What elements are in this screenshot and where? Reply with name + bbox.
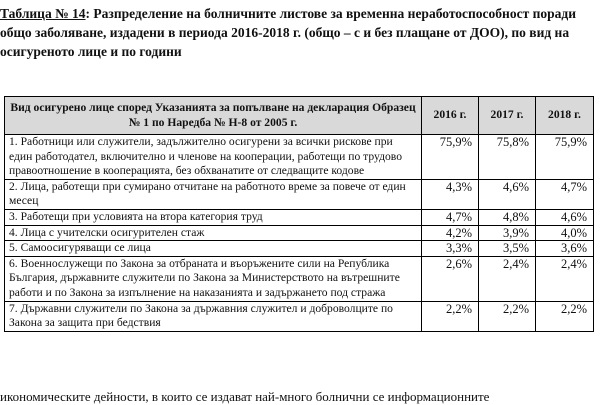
header-category: Вид осигурено лице според Указанията за попълване на декларация Образец № 1 по Наредба № Н-8 от 2005 г. <box>5 97 422 135</box>
cell-2017: 3,5% <box>479 241 536 257</box>
table-header-row <box>5 97 594 135</box>
caption-text-1: : Разпределение на болничните листове за временна неработоспособност поради <box>85 6 576 21</box>
cell-2017: 2,2% <box>479 301 536 331</box>
cell-2016: 75,9% <box>422 135 479 180</box>
cell-2017: 2,4% <box>479 256 536 301</box>
table-row <box>5 241 594 257</box>
header-year-2018: 2018 г. <box>536 97 594 135</box>
caption-table-label: Таблица № 14 <box>0 6 86 21</box>
header-year-2016: 2016 г. <box>422 97 479 135</box>
cell-2018: 4,7% <box>536 179 594 209</box>
header-year-2017: 2017 г. <box>479 97 536 135</box>
row-label: 6. Военнослужещи по Закона за отбраната и въоръжените сили на Република България, държавните служители по Закона за Министерството на вътрешните работи и по Закона за изпълнение на наказанията и задържането под стража <box>5 256 422 301</box>
cell-2018: 4,0% <box>536 225 594 241</box>
cell-2017: 4,8% <box>479 209 536 225</box>
cell-2018: 3,6% <box>536 241 594 257</box>
cell-2018: 2,2% <box>536 301 594 331</box>
cell-2018: 4,6% <box>536 209 594 225</box>
table-row <box>5 301 594 331</box>
row-label: 2. Лица, работещи при сумирано отчитане на работното време за повече от един месец <box>5 179 422 209</box>
caption-line-3: осигуреното лице и по години <box>0 44 182 59</box>
row-label: 3. Работещи при условията на втора категория труд <box>5 209 422 225</box>
table-row <box>5 179 594 209</box>
cell-2016: 2,6% <box>422 256 479 301</box>
row-label: 5. Самоосигуряващи се лица <box>5 241 422 257</box>
cell-2018: 2,4% <box>536 256 594 301</box>
cell-2016: 4,7% <box>422 209 479 225</box>
row-label: 4. Лица с учителски осигурителен стаж <box>5 225 422 241</box>
row-label: 7. Държавни служители по Закона за държавния служител и доброволците по Закона за защита при бедствия <box>5 301 422 331</box>
body-text-partial: икономическите дейности, в които се издават най-много болнични се информационните <box>0 389 490 404</box>
cell-2018: 75,9% <box>536 135 594 180</box>
table-row <box>5 256 594 301</box>
table-caption <box>0 4 600 61</box>
cell-2017: 4,6% <box>479 179 536 209</box>
cell-2017: 75,8% <box>479 135 536 180</box>
cell-2016: 4,2% <box>422 225 479 241</box>
cell-2016: 4,3% <box>422 179 479 209</box>
caption-line-1 <box>0 4 600 23</box>
cell-2016: 2,2% <box>422 301 479 331</box>
table-row <box>5 209 594 225</box>
table-row <box>5 135 594 180</box>
cell-2016: 3,3% <box>422 241 479 257</box>
distribution-table <box>4 96 594 332</box>
caption-line-2: общо заболяване, издадени в периода 2016-2018 г. (общо – с и без плащане от ДОО), по вид на <box>0 25 570 40</box>
cell-2017: 3,9% <box>479 225 536 241</box>
table-row <box>5 225 594 241</box>
row-label: 1. Работници или служители, задължително осигурени за всички рискове при един работодател, включително и членове на кооперации, работещи по трудово правоотношение в кооперацията, без обхванатите от следващите кодове <box>5 135 422 180</box>
